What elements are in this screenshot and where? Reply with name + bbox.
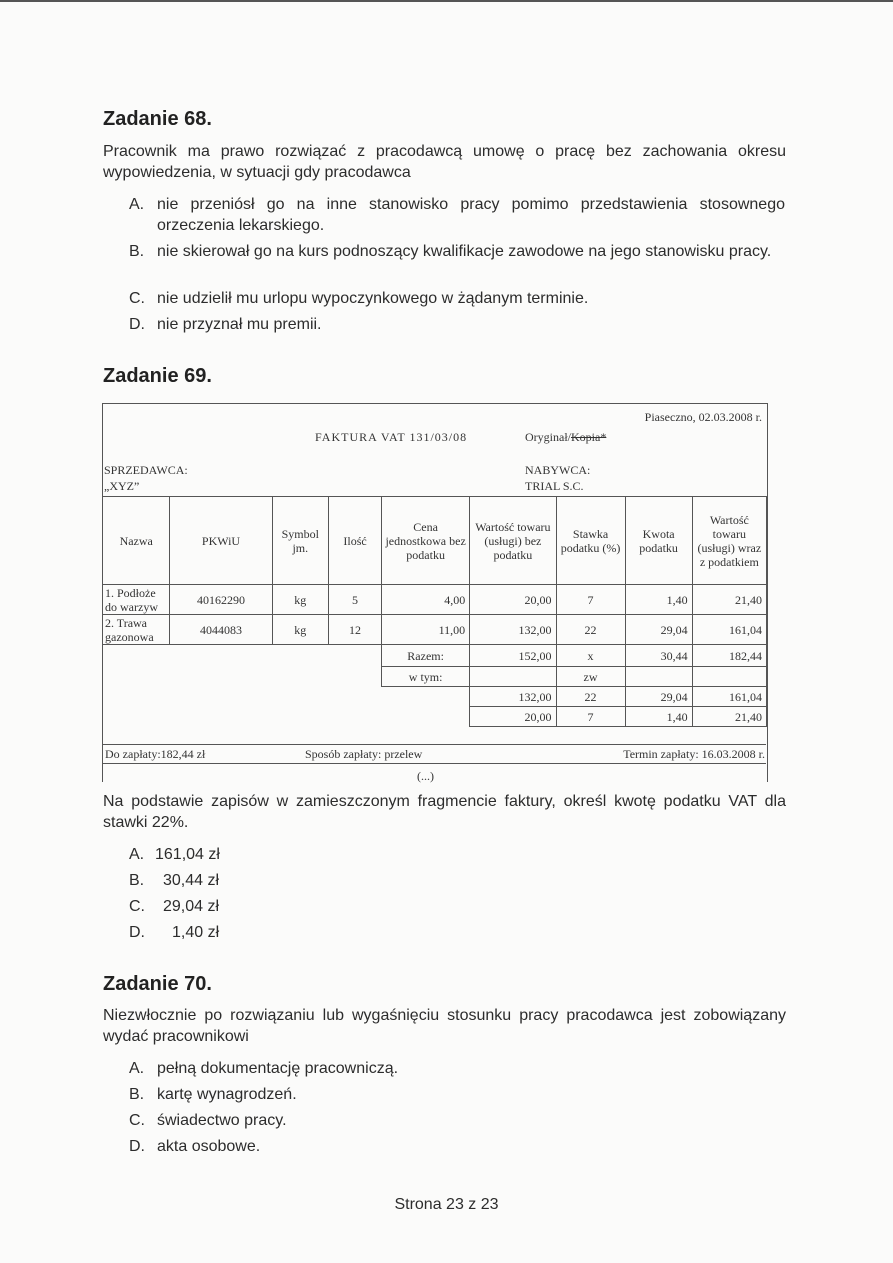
do-zaplaty: Do zapłaty:182,44 zł (105, 747, 206, 761)
cell-cena: 11,00 (382, 615, 470, 645)
cell-nazwa: 2. Trawa gazonowa (103, 615, 170, 645)
original-label: Oryginał/ (525, 430, 571, 444)
option-letter: B. (129, 1086, 145, 1103)
invoice-title: FAKTURA VAT 131/03/08 (315, 430, 468, 444)
sub-kwota: 1,40 (625, 707, 692, 727)
header-pkwiu: PKWiU (170, 497, 272, 585)
cell-stawka: 7 (556, 585, 625, 615)
cell-nazwa: 1. Podłoże do warzyw (103, 585, 170, 615)
option-letter: A. (129, 846, 145, 863)
q70-option-d[interactable] (129, 1136, 786, 1157)
q68-option-c[interactable] (129, 288, 786, 309)
option-text: nie udzielił mu urlopu wypoczynkowego w żądanym terminie. (157, 290, 589, 307)
cell-pkwiu: 40162290 (170, 585, 272, 615)
invoice-place-date: Piaseczno, 02.03.2008 r. (644, 410, 762, 424)
q70-option-a[interactable] (129, 1058, 786, 1079)
q68-option-b[interactable] (129, 241, 786, 262)
cell-pkwiu: 4044083 (170, 615, 272, 645)
header-kwota: Kwota podatku (625, 497, 692, 585)
invoice-original-copy (525, 430, 606, 445)
termin-zaplaty: Termin zapłaty: 16.03.2008 r. (623, 747, 765, 761)
wtym-wartosc (470, 667, 556, 687)
sub-wartosc: 132,00 (470, 687, 556, 707)
table-header-row (103, 497, 767, 585)
top-border-line (0, 0, 893, 2)
option-letter: B. (129, 243, 145, 260)
q70-title: Zadanie 70. (103, 973, 212, 995)
cell-wartosc: 20,00 (470, 585, 556, 615)
header-cena: Cena jednostkowa bez podatku (382, 497, 470, 585)
copy-struck-label: Kopia* (571, 430, 607, 444)
q69-option-a[interactable] (129, 844, 220, 865)
wtym-brutto (692, 667, 766, 687)
sub-brutto: 161,04 (692, 687, 766, 707)
option-text: nie przyznał mu premii. (157, 316, 322, 333)
q68-question: Pracownik ma prawo rozwiązać z pracodawcą umowę o pracę bez zachowania okresu wypowiedzenia, w sytuacji gdy pracodawca (103, 143, 786, 181)
option-text: świadectwo pracy. (157, 1112, 287, 1129)
option-text: akta osobowe. (157, 1138, 261, 1155)
option-text: pełną dokumentację pracowniczą. (157, 1060, 399, 1077)
sub-kwota: 29,04 (625, 687, 692, 707)
cell-stawka: 22 (556, 615, 625, 645)
q70-option-b[interactable] (129, 1084, 786, 1105)
header-ilosc: Ilość (329, 497, 382, 585)
option-text: kartę wynagrodzeń. (157, 1086, 297, 1103)
q69-option-c[interactable] (129, 896, 219, 917)
option-text: nie przeniósł go na inne stanowisko pracy pomimo przedstawienia stosownego orzeczenia lekarskiego. (157, 196, 785, 234)
option-text: 1,40 zł (172, 924, 220, 941)
buyer-name: TRIAL S.C. (525, 479, 584, 493)
table-row-wtym (103, 667, 767, 687)
wtym-label: w tym: (382, 667, 470, 687)
cell-kwota: 1,40 (625, 585, 692, 615)
invoice-ellipsis: (...) (417, 769, 434, 783)
q70-question: Niezwłocznie po rozwiązaniu lub wygaśnięciu stosunku pracy pracodawca jest zobowiązany wydać pracownikowi (103, 1007, 786, 1045)
razem-wartosc: 152,00 (470, 645, 556, 667)
table-row (103, 687, 767, 707)
header-symbol: Symbol jm. (272, 497, 328, 585)
razem-kwota: 30,44 (625, 645, 692, 667)
sub-stawka: 22 (556, 687, 625, 707)
invoice-table (102, 496, 767, 727)
option-letter: B. (129, 872, 145, 889)
page-footer: Strona 23 z 23 (394, 1196, 499, 1213)
cell-brutto: 161,04 (692, 615, 766, 645)
option-text: nie skierował go na kurs podnoszący kwalifikacje zawodowe na jego stanowisku pracy. (157, 243, 772, 260)
q70-option-c[interactable] (129, 1110, 786, 1131)
q69-option-d[interactable] (129, 922, 219, 943)
option-letter: A. (129, 1060, 145, 1077)
sposob-zaplaty: Sposób zapłaty: przelew (305, 747, 423, 761)
q69-question: Na podstawie zapisów w zamieszczonym fragmencie faktury, określ kwotę podatku VAT dla stawki 22%. (103, 793, 786, 831)
option-text: 30,44 zł (163, 872, 220, 889)
blank-cell (103, 687, 470, 707)
cell-brutto: 21,40 (692, 585, 766, 615)
razem-label: Razem: (382, 645, 470, 667)
cell-ilosc: 5 (329, 585, 382, 615)
option-letter: D. (129, 316, 145, 333)
option-letter: A. (129, 196, 145, 213)
header-nazwa: Nazwa (103, 497, 170, 585)
seller-name: „XYZ” (104, 479, 140, 493)
table-row (103, 585, 767, 615)
option-text: 161,04 zł (155, 846, 220, 863)
seller-label: SPRZEDAWCA: (104, 463, 188, 477)
table-row (103, 615, 767, 645)
blank-cell (103, 667, 382, 687)
wtym-kwota (625, 667, 692, 687)
sub-brutto: 21,40 (692, 707, 766, 727)
option-letter: C. (129, 1112, 145, 1129)
blank-cell (103, 707, 470, 727)
table-row (103, 707, 767, 727)
option-letter: C. (129, 290, 145, 307)
option-letter: D. (129, 1138, 145, 1155)
blank-cell (103, 645, 382, 667)
razem-brutto: 182,44 (692, 645, 766, 667)
option-letter: D. (129, 924, 145, 941)
header-wartosc-bez: Wartość towaru (usługi) bez podatku (470, 497, 556, 585)
cell-cena: 4,00 (382, 585, 470, 615)
invoice (102, 403, 768, 783)
buyer-label: NABYWCA: (525, 463, 591, 477)
header-wartosc-z: Wartość towaru (usługi) wraz z podatkiem (692, 497, 766, 585)
option-letter: C. (129, 898, 145, 915)
q69-title: Zadanie 69. (103, 365, 212, 387)
cell-jm: kg (272, 585, 328, 615)
header-stawka: Stawka podatku (%) (556, 497, 625, 585)
cell-kwota: 29,04 (625, 615, 692, 645)
q68-title: Zadanie 68. (103, 108, 212, 130)
sub-wartosc: 20,00 (470, 707, 556, 727)
razem-stawka: x (556, 645, 625, 667)
cell-ilosc: 12 (329, 615, 382, 645)
cell-jm: kg (272, 615, 328, 645)
cell-wartosc: 132,00 (470, 615, 556, 645)
sub-stawka: 7 (556, 707, 625, 727)
option-text: 29,04 zł (163, 898, 220, 915)
q68-option-d[interactable] (129, 314, 786, 335)
table-row-razem (103, 645, 767, 667)
q69-option-b[interactable] (129, 870, 219, 891)
wtym-stawka: zw (556, 667, 625, 687)
q68-option-a[interactable] (129, 194, 786, 236)
